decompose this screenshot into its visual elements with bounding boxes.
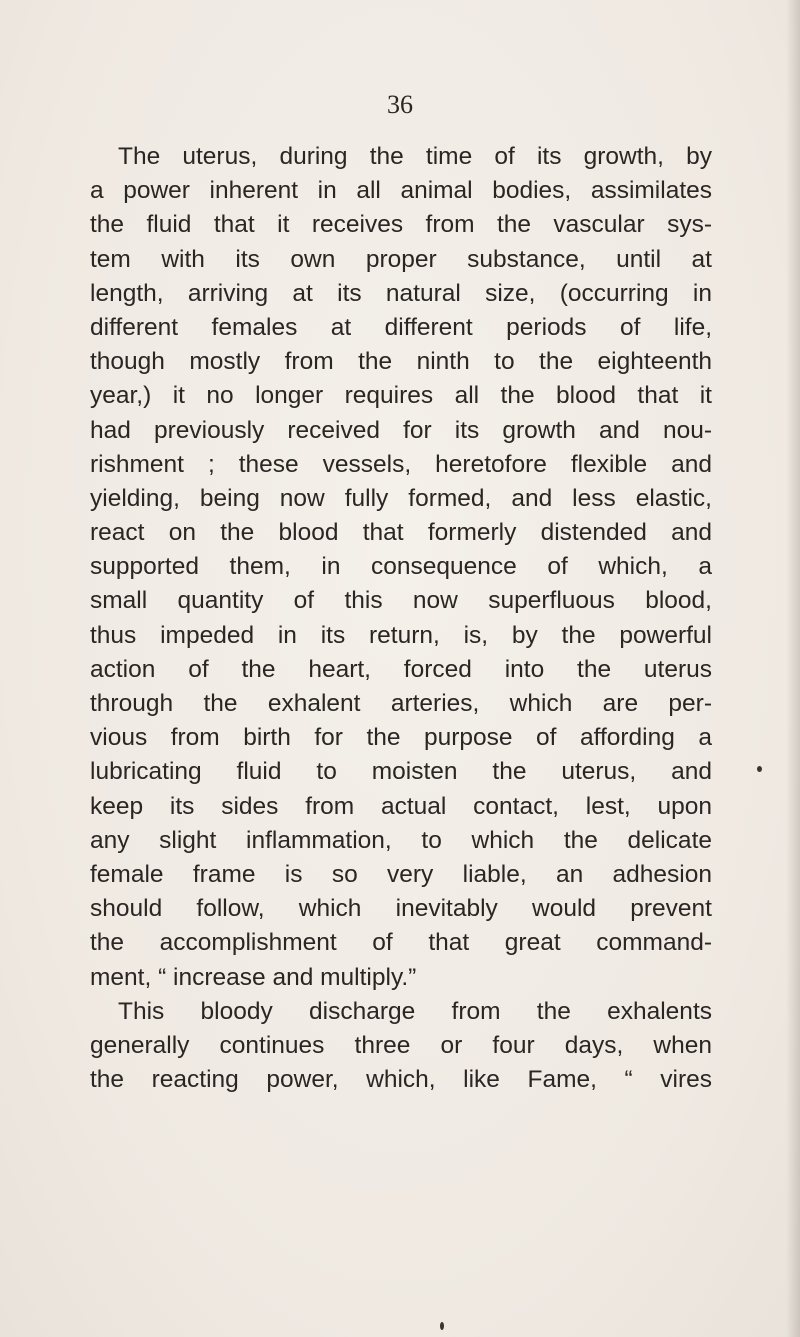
text-line: different females at different periods of life, xyxy=(90,313,712,341)
text-line: female frame is so very liable, an adhesion xyxy=(90,860,712,888)
text-line: had previously received for its growth and nou- xyxy=(90,416,712,444)
text-line: should follow, which inevitably would prevent xyxy=(90,895,712,923)
text-line: react on the blood that formerly distended and xyxy=(90,519,712,547)
text-line: tem with its own proper substance, until at xyxy=(90,245,712,273)
text-line: any slight inflammation, to which the delicate xyxy=(90,826,712,854)
text-line: the accomplishment of that great command- xyxy=(90,929,712,957)
text-line: the fluid that it receives from the vascular sys- xyxy=(90,211,712,239)
text-line: rishment ; these vessels, heretofore flexible and xyxy=(90,450,712,478)
page-edge-shadow xyxy=(786,0,800,1337)
text-line: the reacting power, which, like Fame, “ vires xyxy=(90,1066,712,1094)
text-line: vious from birth for the purpose of affording a xyxy=(90,724,712,752)
text-line: thus impeded in its return, is, by the powerful xyxy=(90,621,712,649)
body-text xyxy=(90,140,712,1097)
text-line: action of the heart, forced into the uterus xyxy=(90,655,712,683)
text-line: ment, “ increase and multiply.” xyxy=(90,963,417,991)
text-line: through the exhalent arteries, which are per- xyxy=(90,690,712,717)
ink-speck xyxy=(757,766,762,772)
text-line: small quantity of this now superfluous blood, xyxy=(90,587,712,615)
text-line: lubricating fluid to moisten the uterus, and xyxy=(90,758,712,786)
text-line: a power inherent in all animal bodies, assimilates xyxy=(90,177,712,205)
text-line: keep its sides from actual contact, lest, upon xyxy=(90,792,712,820)
text-line: length, arriving at its natural size, (occurring in xyxy=(90,279,712,307)
page-number: 36 xyxy=(387,90,413,119)
text-line: This bloody discharge from the exhalents xyxy=(118,997,712,1025)
text-line: though mostly from the ninth to the eighteenth xyxy=(90,348,712,376)
text-line: yielding, being now fully formed, and less elastic, xyxy=(90,484,712,512)
text-line: supported them, in consequence of which, a xyxy=(90,553,712,581)
text-line: year,) it no longer requires all the blood that it xyxy=(90,382,712,410)
text-line: The uterus, during the time of its growth, by xyxy=(118,143,712,170)
ink-speck xyxy=(440,1322,444,1330)
text-line: generally continues three or four days, when xyxy=(90,1031,712,1059)
